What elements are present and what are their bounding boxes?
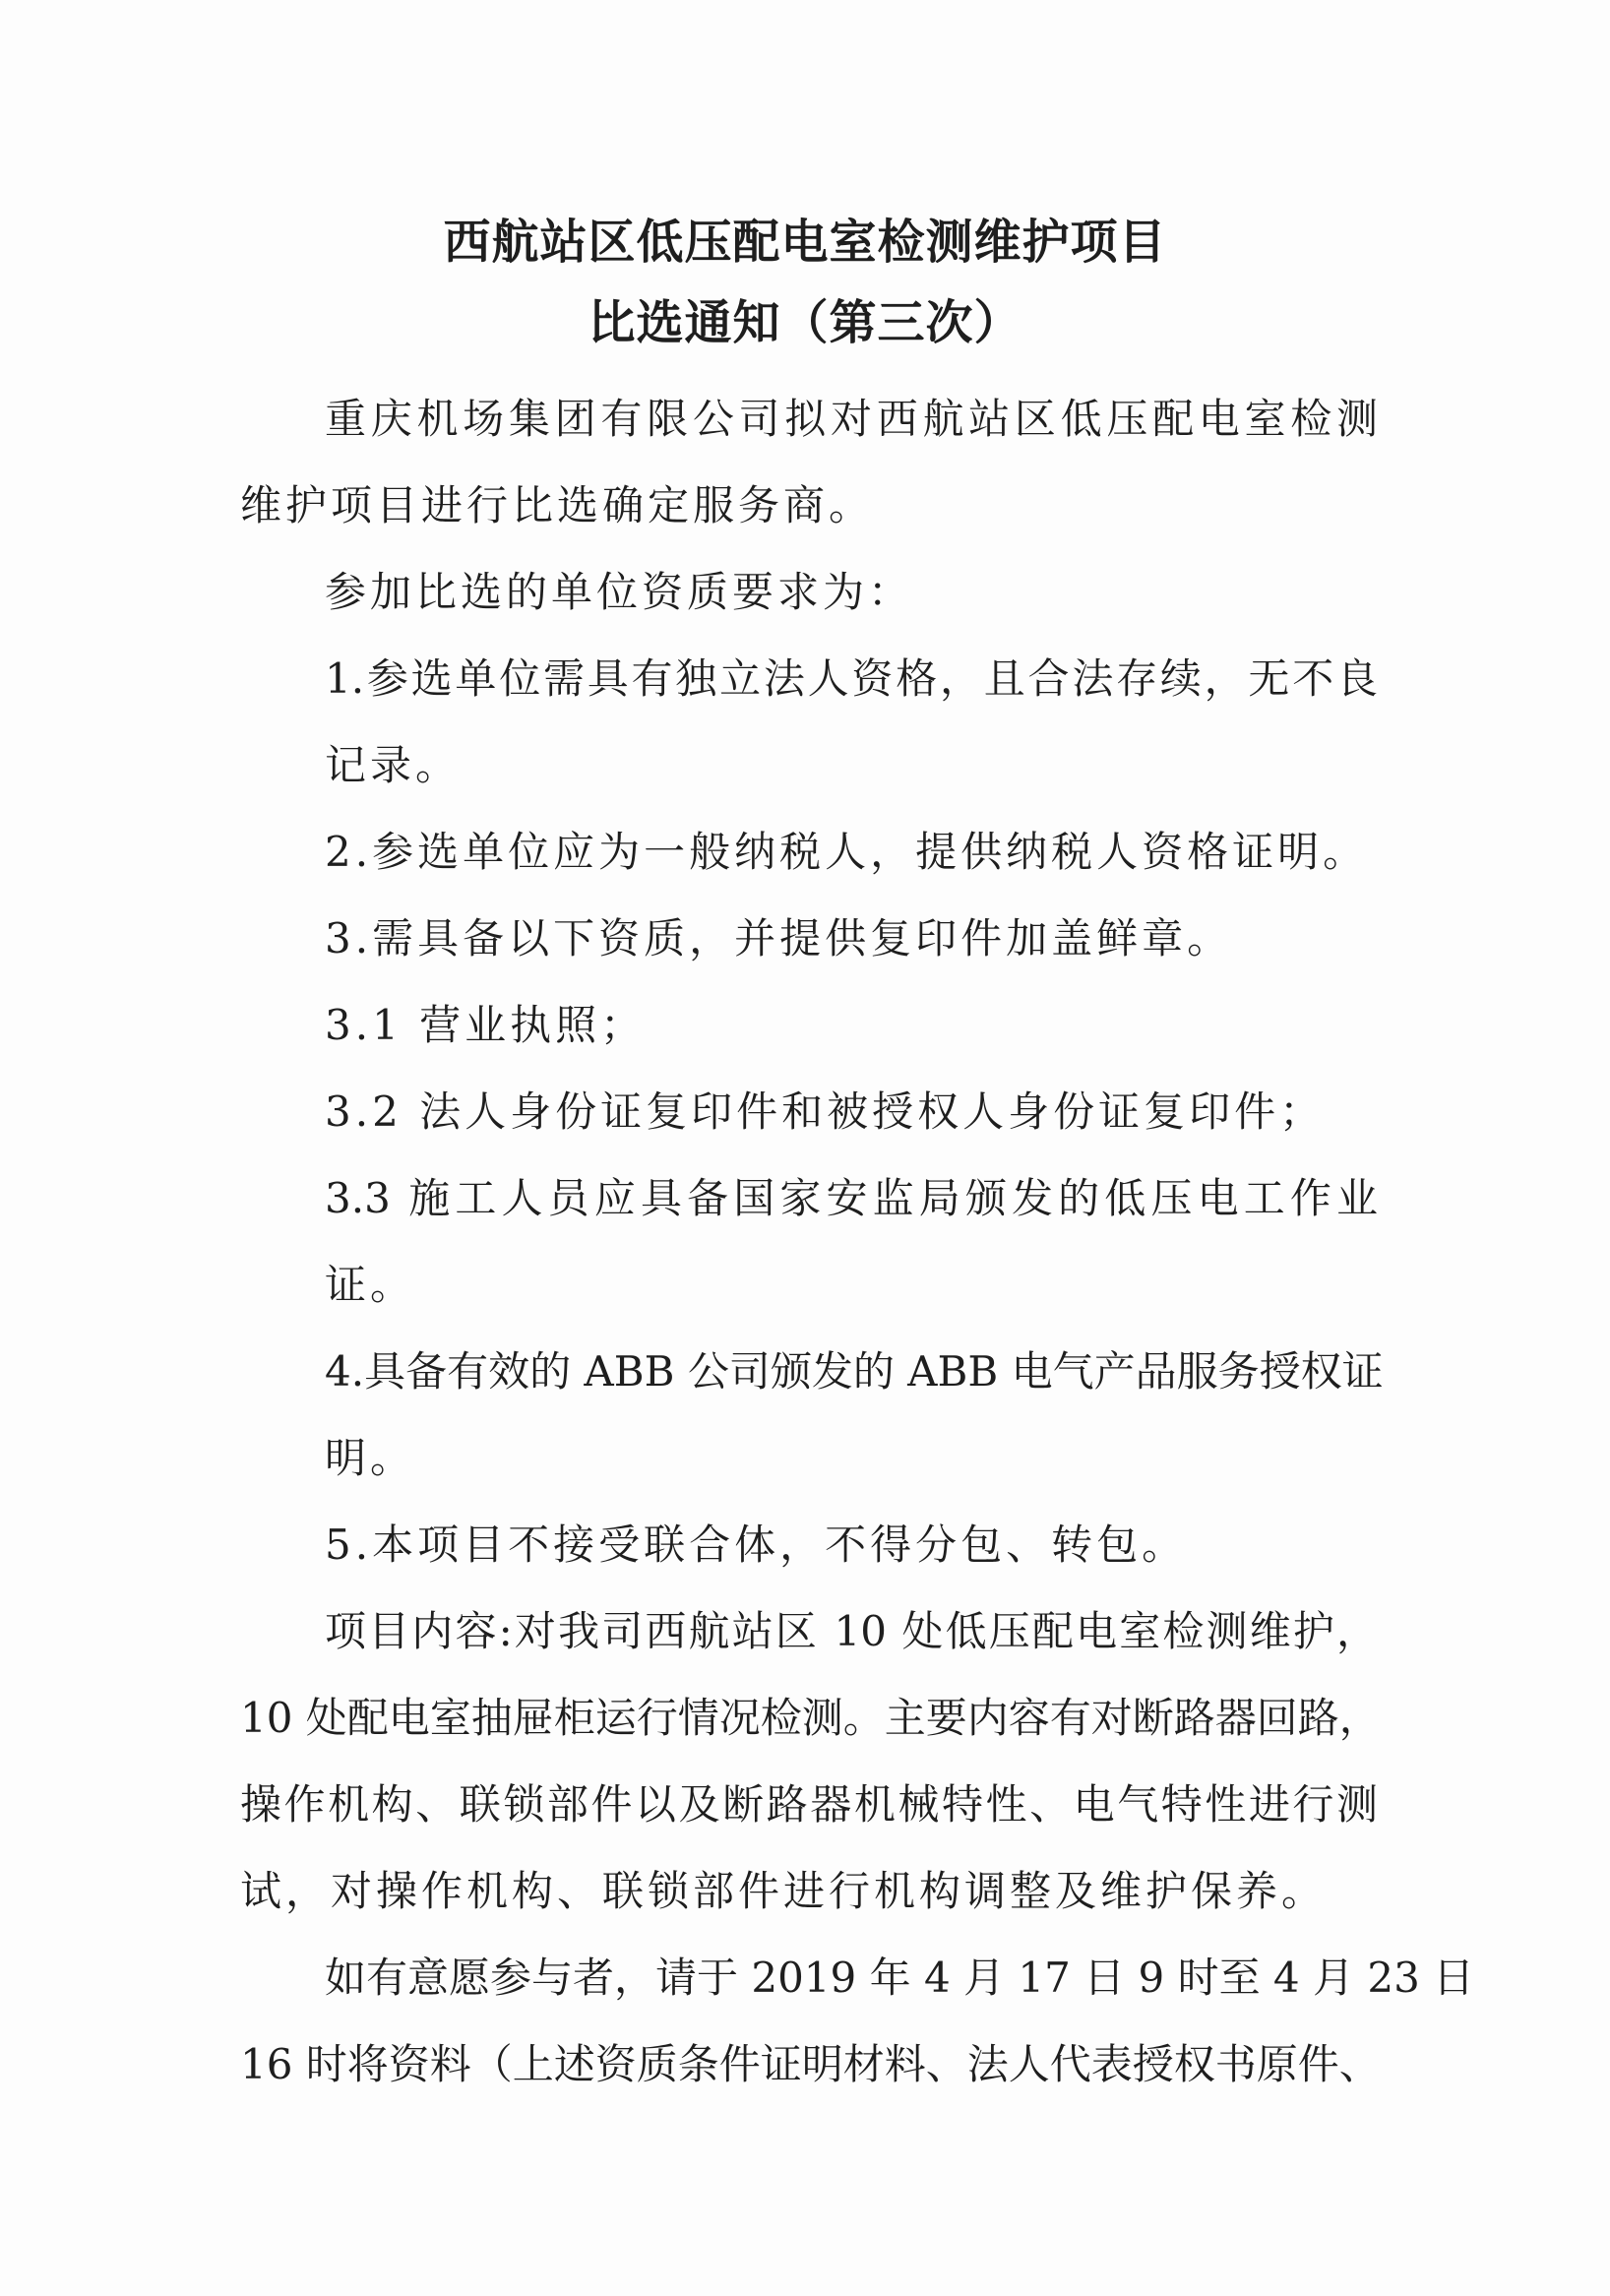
paragraph-line: 重庆机场集团有限公司拟对西航站区低压配电室检测 — [325, 395, 1378, 443]
paragraph-line: 维护项目进行比选确定服务商。 — [240, 481, 875, 529]
document-subtitle: 比选通知（第三次） — [588, 295, 1022, 350]
paragraph-line: 10 处配电室抽屉柜运行情况检测。主要内容有对断路器回路， — [240, 1694, 1381, 1742]
paragraph-line: 5.本项目不接受联合体，不得分包、转包。 — [325, 1520, 1188, 1569]
paragraph-line: 操作机构、联锁部件以及断路器机械特性、电气特性进行测 — [240, 1780, 1378, 1829]
paragraph-line: 3.需具备以下资质，并提供复印件加盖鲜章。 — [325, 914, 1233, 962]
paragraph-line: 16 时将资料（上述资质条件证明材料、法人代表授权书原件、 — [240, 2040, 1381, 2088]
paragraph-line: 记录。 — [325, 741, 462, 789]
paragraph-line: 如有意愿参与者，请于 2019 年 4 月 17 日 9 时至 4 月 23 日 — [325, 1954, 1475, 2002]
paragraph-line: 3.3 施工人员应具备国家安监局颁发的低压电工作业 — [325, 1174, 1378, 1222]
paragraph-line: 3.1 营业执照； — [325, 1001, 647, 1049]
paragraph-line: 参加比选的单位资质要求为： — [325, 568, 914, 616]
paragraph-line: 4.具备有效的 ABB 公司颁发的 ABB 电气产品服务授权证 — [325, 1347, 1384, 1396]
document-title: 西航站区低压配电室检测维护项目 — [443, 215, 1167, 270]
paragraph-line: 证。 — [325, 1261, 416, 1309]
paragraph-line: 项目内容:对我司西航站区 10 处低压配电室检测维护， — [325, 1607, 1378, 1655]
paragraph-line: 3.2 法人身份证复印件和被授权人身份证复印件； — [325, 1087, 1326, 1136]
paragraph-line: 2.参选单位应为一般纳税人，提供纳税人资格证明。 — [325, 828, 1369, 876]
paragraph-line: 1.参选单位需具有独立法人资格，且合法存续，无不良 — [325, 654, 1378, 703]
paragraph-line: 试，对操作机构、联锁部件进行机构调整及维护保养。 — [240, 1867, 1328, 1915]
paragraph-line: 明。 — [325, 1434, 416, 1482]
